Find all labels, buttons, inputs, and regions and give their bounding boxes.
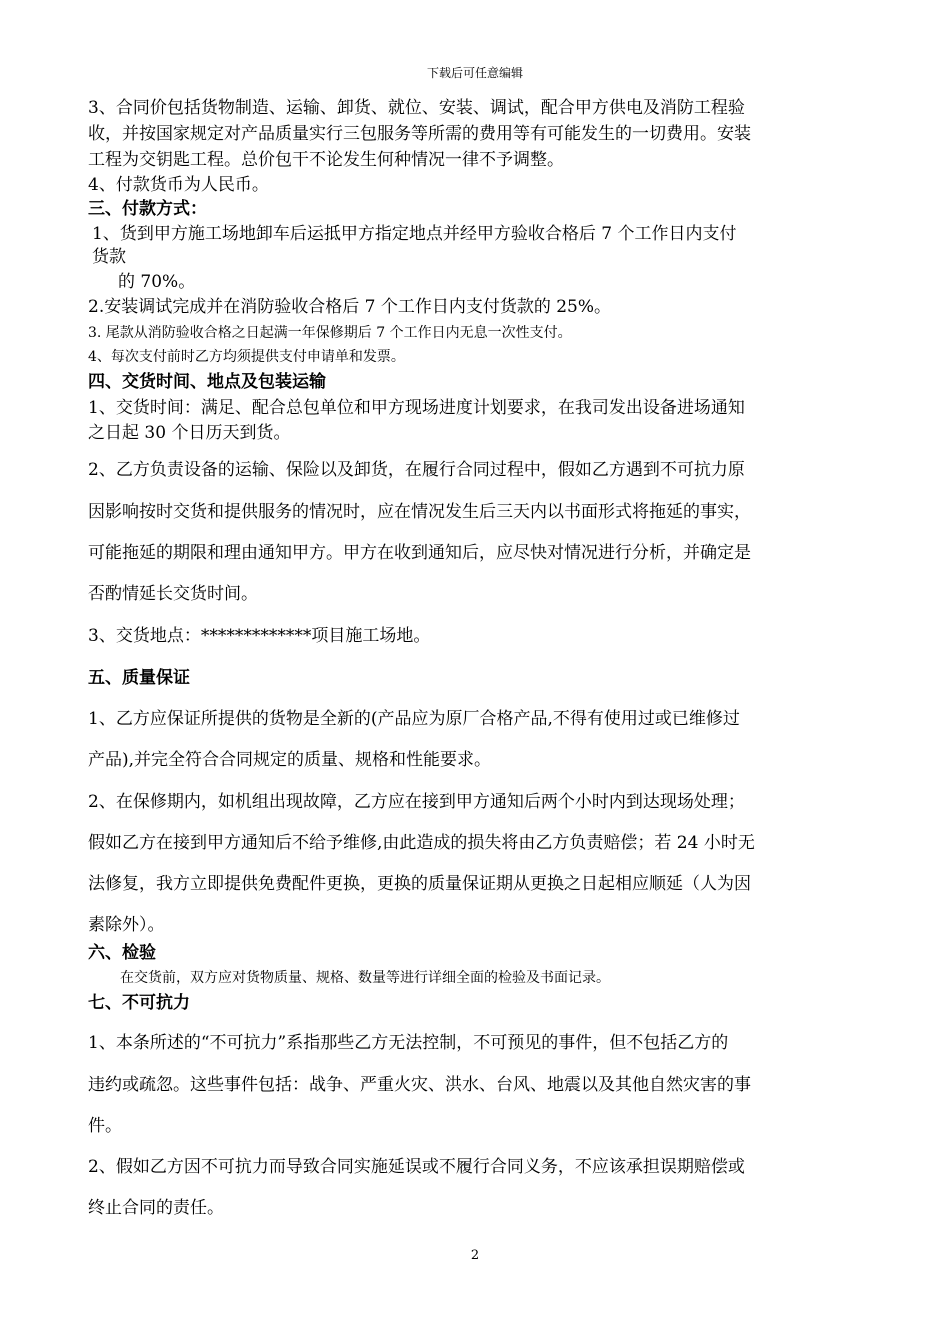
section-heading: 六、检验 [88, 943, 156, 963]
page-number: 2 [470, 1248, 480, 1263]
text-line: 假如乙方在接到甲方通知后不给予维修,由此造成的损失将由乙方负责赔偿；若 24 小时无 [88, 833, 755, 853]
section-heading: 三、付款方式： [88, 199, 207, 219]
text-line: 否酌情延长交货时间。 [88, 584, 258, 604]
text-line: 工程为交钥匙工程。总价包干不论发生何种情况一律不予调整。 [88, 150, 564, 170]
page-header: 下载后可任意编辑 [426, 66, 523, 80]
text-line: 之日起 30 个日历天到货。 [88, 423, 291, 443]
text-line: 2、在保修期内，如机组出现故障，乙方应在接到甲方通知后两个小时内到达现场处理； [88, 792, 745, 812]
text-line: 3、交货地点：*************项目施工场地。 [88, 626, 431, 646]
text-line: 1、货到甲方施工场地卸车后运抵甲方指定地点并经甲方验收合格后 7 个工作日内支付 [92, 224, 737, 244]
text-line: 素除外）。 [88, 915, 165, 935]
text-line: 货款 [92, 247, 126, 267]
text-line: 件。 [88, 1116, 122, 1136]
text-line: 收，并按国家规定对产品质量实行三包服务等所需的费用等有可能发生的一切费用。安装 [88, 124, 751, 144]
text-line: 4、付款货币为人民币。 [88, 175, 269, 195]
text-line: 3. 尾款从消防验收合格之日起满一年保修期后 7 个工作日内无息一次性支付。 [88, 325, 572, 341]
text-line: 的 70%。 [118, 272, 196, 292]
text-line: 终止合同的责任。 [88, 1198, 224, 1218]
text-line: 可能拖延的期限和理由通知甲方。甲方在收到通知后，应尽快对情况进行分析，并确定是 [88, 543, 751, 563]
section-heading: 五、质量保证 [88, 668, 190, 688]
text-line: 2.安装调试完成并在消防验收合格后 7 个工作日内支付货款的 25%。 [88, 297, 612, 317]
text-line: 1、乙方应保证所提供的货物是全新的(产品应为原厂合格产品,不得有使用过或已维修过 [88, 709, 740, 729]
text-line: 1、交货时间：满足、配合总包单位和甲方现场进度计划要求，在我司发出设备进场通知 [88, 398, 745, 418]
text-line: 1、本条所述的“不可抗力”系指那些乙方无法控制，不可预见的事件，但不包括乙方的 [88, 1033, 729, 1053]
text-line: 4、每次支付前时乙方均须提供支付申请单和发票。 [88, 349, 405, 365]
text-line: 因影响按时交货和提供服务的情况时，应在情况发生后三天内以书面形式将拖延的事实， [88, 502, 751, 522]
text-line: 2、乙方负责设备的运输、保险以及卸货，在履行合同过程中，假如乙方遇到不可抗力原 [88, 460, 745, 480]
text-line: 2、假如乙方因不可抗力而导致合同实施延误或不履行合同义务，不应该承担误期赔偿或 [88, 1157, 745, 1177]
text-line: 产品),并完全符合合同规定的质量、规格和性能要求。 [88, 750, 492, 770]
text-line: 违约或疏忽。这些事件包括：战争、严重火灾、洪水、台风、地震以及其他自然灾害的事 [88, 1075, 751, 1095]
text-line: 在交货前，双方应对货物质量、规格、数量等进行详细全面的检验及书面记录。 [120, 970, 610, 986]
section-heading: 七、不可抗力 [88, 993, 190, 1013]
section-heading: 四、交货时间、地点及包装运输 [88, 372, 326, 392]
text-line: 3、合同价包括货物制造、运输、卸货、就位、安装、调试，配合甲方供电及消防工程验 [88, 98, 745, 118]
text-line: 法修复，我方立即提供免费配件更换，更换的质量保证期从更换之日起相应顺延（人为因 [88, 874, 751, 894]
